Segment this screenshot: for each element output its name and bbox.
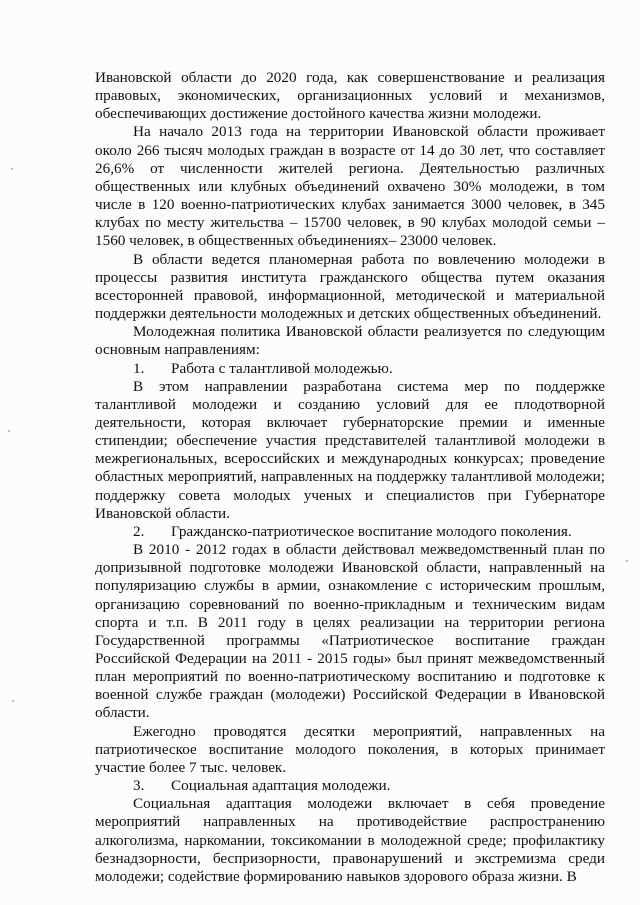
paragraph: Ежегодно проводятся десятки мероприятий, направленных на патриотическое воспитание молодого поколения, в которых принимает участие более 7 тыс. человек. bbox=[95, 722, 605, 776]
paragraph: Ивановской области до 2020 года, как совершенствование и реализация правовых, экономических, организационных условий и механизмов, обеспечивающих достижение достойного качества жизни молодежи. bbox=[95, 69, 605, 123]
list-item-number: 3. bbox=[133, 777, 145, 795]
list-item-number: 2. bbox=[133, 522, 145, 540]
scan-speck bbox=[8, 430, 10, 432]
list-item-1 bbox=[95, 360, 605, 378]
list-item-2 bbox=[95, 523, 605, 541]
paragraph: В области ведется планомерная работа по вовлечению молодежи в процессы развития института гражданского общества путем оказания всесторонней правовой, информационной, методической и материальной поддержки деятельности молодежных и детских общественных объединений. bbox=[95, 250, 605, 323]
scan-speck bbox=[11, 168, 13, 170]
paragraph: В этом направлении разработана система мер по поддержке талантливой молодежи и созданию условий для ее плодотворной деятельности, которая включает губернаторские премии и именные стипендии; обеспечение участия представителей талантливой молодежи в межрегиональных, всероссийских и международных конкурсах; проведение областных мероприятий, направленных на поддержку талантливой молодежи; поддержку совета молодых ученых и специалистов при Губернаторе Ивановской области. bbox=[95, 377, 605, 522]
paragraph: Социальная адаптация молодежи включает в себя проведение мероприятий направленных на противодействие распространению алкоголизма, наркомании, токсикомании в молодежной среде; профилактику безнадзорности, беспризорности, правонарушений и экстремизма среди молодежи; содействие формированию навыков здорового образа жизни. В bbox=[95, 795, 605, 885]
paragraph: В 2010 - 2012 годах в области действовал межведомственный план по допризывной подготовке молодежи Ивановской области, направленный на популяризацию службы в армии, ознакомление с историческим прошлым, организацию соревнований по военно-прикладным и техническим видам спорта и т.п. В 2011 году в целях реализации на территории региона Государственной программы «Патриотическое воспитание граждан Российской Федерации на 2011 - 2015 годы» был принят межведомственный план мероприятий по военно-патриотическому воспитанию и подготовке к военной службе граждан (молодежи) Российской Федерации в Ивановской области. bbox=[95, 541, 605, 722]
list-item-3 bbox=[95, 777, 605, 795]
scan-speck bbox=[626, 560, 628, 562]
list-item-number: 1. bbox=[133, 359, 145, 377]
scan-speck bbox=[12, 700, 14, 702]
list-item-label: Работа с талантливой молодежью. bbox=[171, 359, 393, 377]
list-item-label: Гражданско-патриотическое воспитание молодого поколения. bbox=[171, 522, 572, 540]
list-item-label: Социальная адаптация молодежи. bbox=[171, 777, 391, 795]
paragraph: Молодежная политика Ивановской области реализуется по следующим основным направлениям: bbox=[95, 323, 605, 359]
document-body bbox=[95, 69, 605, 886]
paragraph: На начало 2013 года на территории Ивановской области проживает около 266 тысяч молодых граждан в возрасте от 14 до 30 лет, что составляет 26,6% от численности жителей региона. Деятельностью различных общественных или клубных объединений охвачено 30% молодежи, в том числе в 120 военно-патриотических клубах занимается 3000 человек, в 345 клубах по месту жительства – 15700 человек, в 90 клубах молодой семьи – 1560 человек, в общественных объединениях– 23000 человек. bbox=[95, 123, 605, 250]
